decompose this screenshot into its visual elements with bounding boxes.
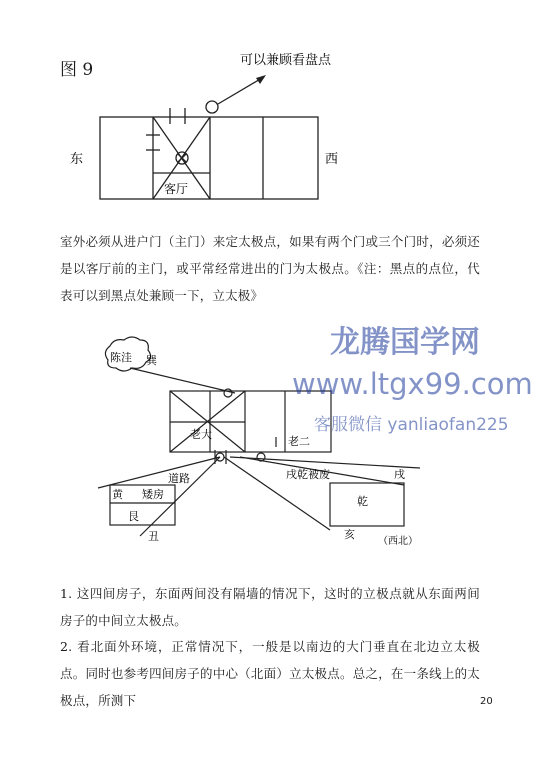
sight-line (130, 368, 235, 393)
lao-er-label: 老二 (288, 435, 310, 448)
watermark-url: www.ltgx99.com (292, 367, 533, 401)
small-building-label: 矮房 (142, 488, 164, 501)
road-label: 道路 (168, 472, 190, 485)
northwest-label: （西北） (378, 536, 418, 547)
cloud-label: 陈洼 (110, 351, 132, 364)
sight-line (230, 457, 420, 468)
living-room-label: 客厅 (164, 182, 189, 196)
watermark-service: 客服微信 yanliaofan225 (314, 415, 509, 435)
huang-label: 黄 (112, 488, 123, 501)
sight-line (98, 457, 220, 488)
lao-da-label: 老大 (190, 428, 212, 441)
west-label: 西 (325, 152, 339, 167)
fig1-note: 可以兼顾看盘点 (240, 53, 332, 68)
list-item-2: 2. 看北面外环境，正常情况下，一般是以南边的大门垂直在北边立太极点。同时也参考四间房子的中心（北面）立太极点。总之，在一条线上的太极点，所测下 (60, 639, 480, 708)
xu-qian-label: 戌乾被废 (286, 468, 330, 481)
chou-label: 丑 (148, 530, 159, 543)
paragraph-main-door: 室外必须从进户门（主门）来定太极点，如果有两个门或三个门时，必须还是以客厅前的主门，或平常经常进出的门为太极点。《注：黑点的点位，代表可以到黑点处兼顾一下，立太极》 (60, 234, 480, 303)
east-label: 东 (70, 152, 84, 167)
watermark-site: 龙腾国学网 (330, 325, 480, 360)
gen-label: 艮 (128, 510, 139, 523)
hai-label: 亥 (344, 528, 355, 541)
xu-label: 戌 (394, 468, 405, 481)
list-item-1: 1. 这四间房子，东面两间没有隔墙的情况下，这时的立极点就从东面两间房子的中间立太极点。 (60, 586, 480, 628)
figure-label: 图 9 (60, 60, 94, 80)
page-number: 20 (480, 696, 493, 707)
qian-label: 乾 (357, 495, 368, 508)
xun-label: 巽 (146, 354, 157, 367)
